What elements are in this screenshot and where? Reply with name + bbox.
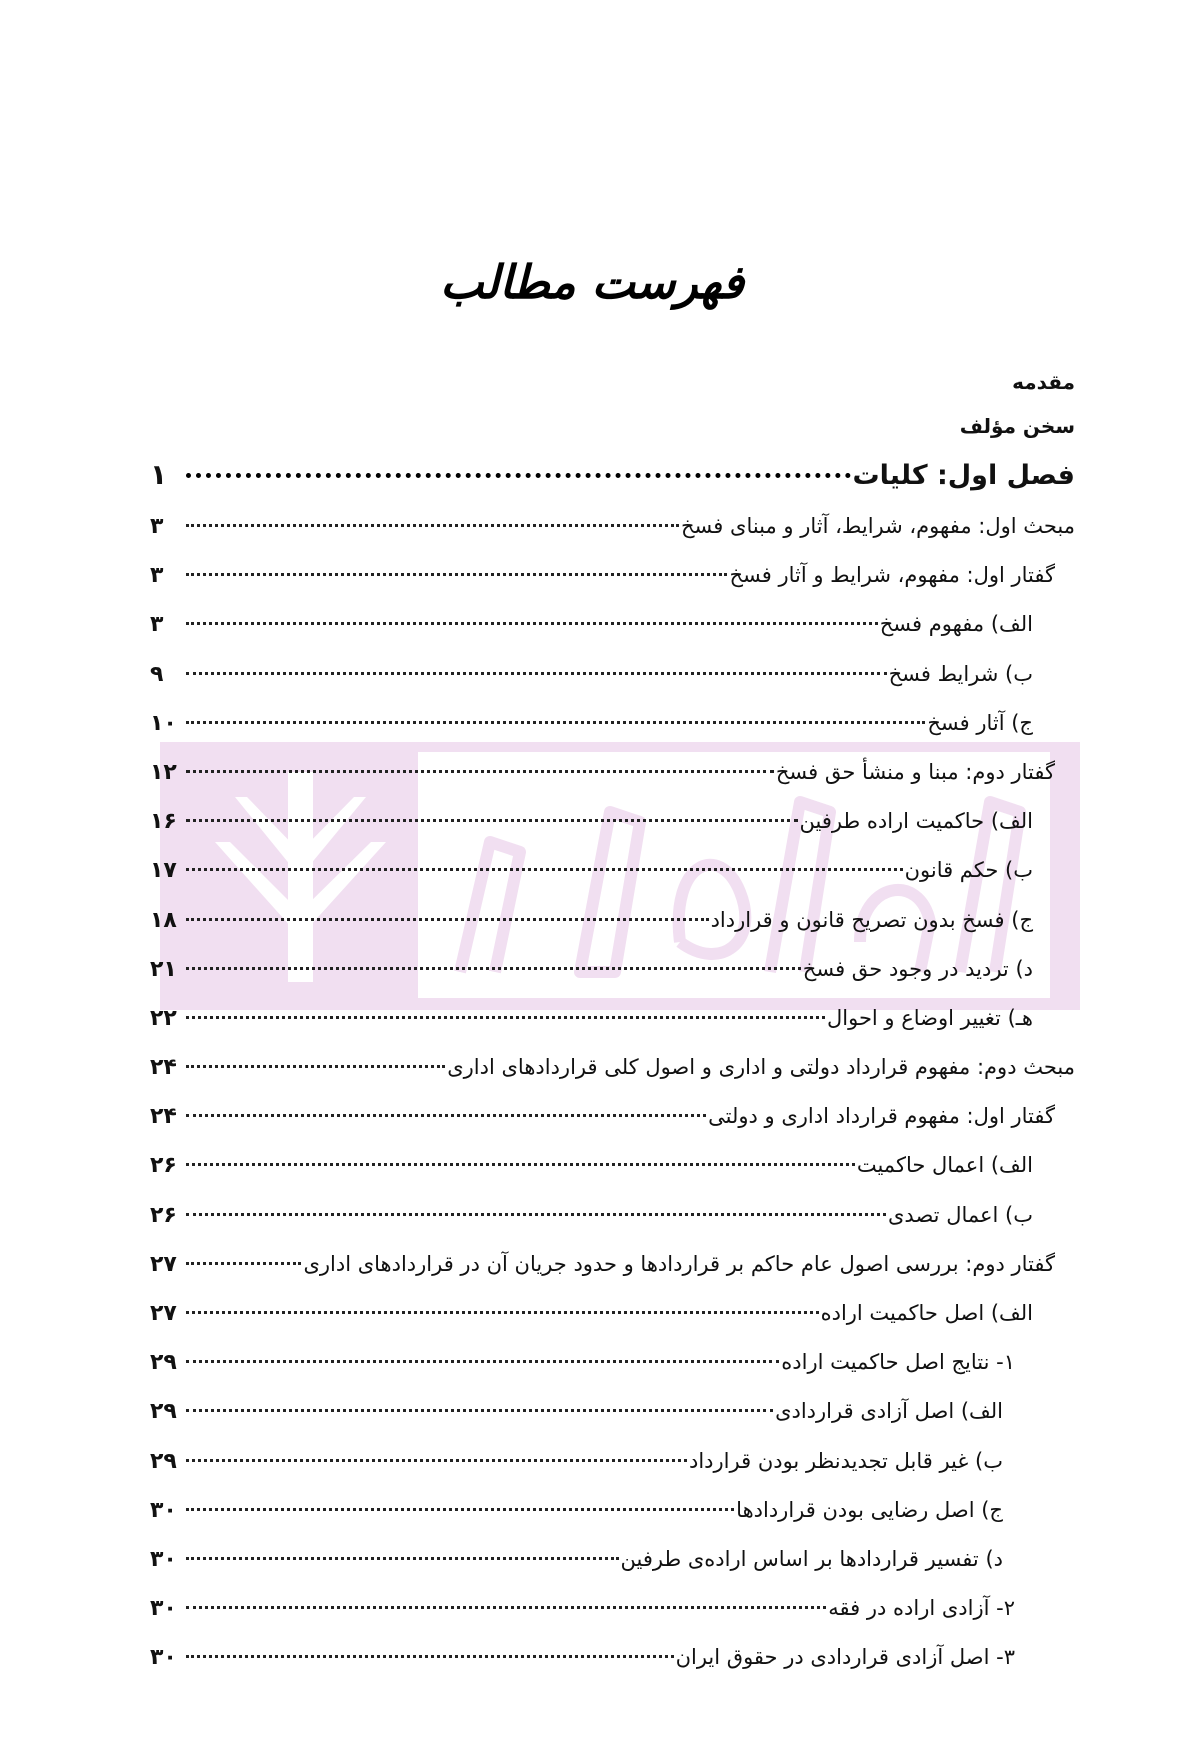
- dot-leader: [186, 996, 825, 1019]
- dot-leader: [186, 1488, 734, 1511]
- dot-leader: [186, 1389, 773, 1412]
- toc-entry-label: هـ) تغییر اوضاع و احوال: [827, 1005, 1033, 1030]
- toc-entry-page-number: ۱: [150, 458, 168, 491]
- toc-entry-label: گفتار اول: مفهوم قرارداد اداری و دولتی: [708, 1104, 1055, 1129]
- toc-entry[interactable]: [150, 896, 1075, 945]
- toc-entry-label: گفتار دوم: مبنا و منشأ حق فسخ: [775, 759, 1055, 784]
- dot-leader: [186, 1045, 445, 1068]
- dot-leader: [186, 1242, 301, 1265]
- toc-entry-page-number: ۲۷: [150, 1301, 177, 1326]
- dot-leader: [186, 1094, 706, 1117]
- toc-entry-label: ۲- آزادی اراده در فقه: [828, 1596, 1015, 1621]
- dot-leader: [186, 652, 887, 675]
- toc-entry-label: ۱- نتایج اصل حاکمیت اراده: [781, 1350, 1015, 1375]
- dot-leader: [186, 799, 798, 822]
- toc-entries: [150, 448, 1075, 1683]
- toc-entry[interactable]: [150, 600, 1075, 649]
- toc-entry-page-number: ۲۹: [150, 1399, 177, 1425]
- toc-entry-page-number: ۲۹: [150, 1448, 177, 1474]
- toc-entry-label: ۳- اصل آزادی قراردادی در حقوق ایران: [675, 1645, 1015, 1670]
- toc-front-matter-author-note[interactable]: سخن مؤلف: [959, 414, 1075, 438]
- toc-entry-page-number: ۲۱: [150, 956, 177, 982]
- toc-entry[interactable]: [150, 1043, 1075, 1092]
- toc-entry[interactable]: [150, 1141, 1075, 1190]
- toc-entry-page-number: ۲۷: [150, 1251, 177, 1277]
- toc-entry[interactable]: [150, 1240, 1075, 1289]
- toc-entry[interactable]: [150, 1486, 1075, 1535]
- dot-leader: [186, 553, 727, 576]
- toc-entry[interactable]: [150, 945, 1075, 994]
- toc-entry-page-number: ۲۶: [150, 1202, 177, 1228]
- dot-leader: [186, 1439, 687, 1462]
- toc-entry[interactable]: [150, 1191, 1075, 1240]
- toc-entry[interactable]: [150, 650, 1075, 699]
- toc-entry-label: د) تردید در وجود حق فسخ: [802, 956, 1033, 981]
- dot-leader: [186, 504, 679, 527]
- dot-leader: [186, 701, 925, 724]
- toc-entry[interactable]: [150, 1092, 1075, 1141]
- toc-entry-page-number: ۲۲: [150, 1005, 177, 1031]
- toc-entry-label: ب) شرایط فسخ: [888, 661, 1033, 686]
- toc-entry-page-number: ۳۰: [150, 1546, 177, 1572]
- dot-leader: [186, 1537, 619, 1560]
- toc-entry-label: مبحث دوم: مفهوم قرارداد دولتی و اداری و اصول کلی قراردادهای اداری: [447, 1055, 1075, 1080]
- toc-entry[interactable]: [150, 1289, 1075, 1338]
- toc-entry-label: گفتار اول: مفهوم، شرایط و آثار فسخ: [729, 563, 1055, 588]
- toc-entry-page-number: ۱۲: [150, 759, 177, 785]
- toc-entry-label: گفتار دوم: بررسی اصول عام حاکم بر قراردادها و حدود جریان آن در قراردادهای اداری: [303, 1251, 1055, 1276]
- toc-entry-label: مبحث اول: مفهوم، شرایط، آثار و مبنای فسخ: [681, 514, 1075, 538]
- toc-entry[interactable]: [150, 1584, 1075, 1633]
- dot-leader: [186, 1340, 779, 1363]
- toc-entry-page-number: ۹: [150, 661, 164, 687]
- toc-entry-page-number: ۲۶: [150, 1153, 177, 1179]
- toc-entry[interactable]: [150, 551, 1075, 600]
- table-of-contents: [150, 360, 1075, 1683]
- toc-entry-label: ب) غیر قابل تجدیدنظر بودن قرارداد: [689, 1448, 1003, 1473]
- toc-entry-label: ج) اصل رضایی بودن قراردادها: [736, 1497, 1003, 1522]
- page-title: فهرست مطالب: [440, 255, 744, 309]
- toc-entry[interactable]: [150, 699, 1075, 748]
- toc-entry-page-number: ۱۰: [150, 710, 177, 736]
- toc-entry-page-number: ۱۷: [150, 858, 177, 884]
- toc-entry[interactable]: [150, 994, 1075, 1043]
- toc-entry-label: الف) اصل حاکمیت اراده: [820, 1301, 1033, 1325]
- toc-entry-label: ج) فسخ بدون تصریح قانون و قرارداد: [710, 907, 1033, 932]
- dot-leader: [186, 898, 709, 921]
- dot-leader: [186, 750, 774, 773]
- toc-entry-label: ب) اعمال تصدی: [888, 1202, 1033, 1227]
- dot-leader: [186, 947, 801, 970]
- toc-entry-page-number: ۳: [150, 563, 164, 589]
- toc-entry[interactable]: [150, 797, 1075, 846]
- toc-entry-page-number: ۳۰: [150, 1596, 177, 1622]
- toc-entry[interactable]: [150, 502, 1075, 551]
- toc-entry-label: الف) حاکمیت اراده طرفین: [799, 809, 1033, 834]
- toc-entry-label: ب) حکم قانون: [904, 858, 1033, 883]
- dot-leader: [186, 1291, 819, 1314]
- toc-entry-page-number: ۳۰: [150, 1497, 177, 1523]
- dot-leader: [186, 1635, 674, 1658]
- toc-entry-page-number: ۲۹: [150, 1350, 177, 1376]
- toc-entry-page-number: ۲۴: [150, 1104, 177, 1130]
- toc-entry-label: فصل اول: کلیات: [852, 460, 1075, 491]
- toc-entry-label: الف) مفهوم فسخ: [879, 612, 1033, 637]
- toc-entry[interactable]: [150, 748, 1075, 797]
- toc-entry-label: الف) اعمال حاکمیت: [856, 1153, 1033, 1178]
- toc-entry[interactable]: [150, 1535, 1075, 1584]
- toc-entry-page-number: ۲۴: [150, 1055, 177, 1081]
- toc-entry-label: د) تفسیر قراردادها بر اساس اراده‌ی طرفین: [620, 1546, 1003, 1571]
- toc-entry[interactable]: [150, 1338, 1075, 1387]
- toc-entry[interactable]: [150, 1387, 1075, 1436]
- dot-leader: [186, 1143, 855, 1166]
- toc-front-matter-intro[interactable]: مقدمه: [1012, 370, 1075, 394]
- toc-entry-page-number: ۳: [150, 514, 164, 539]
- toc-entry-page-number: ۳: [150, 612, 164, 638]
- toc-entry[interactable]: [150, 1633, 1075, 1682]
- toc-entry[interactable]: [150, 846, 1075, 895]
- toc-entry[interactable]: [150, 1437, 1075, 1486]
- dot-leader: [186, 453, 851, 478]
- dot-leader: [186, 1586, 826, 1609]
- toc-entry-page-number: ۱۶: [150, 809, 177, 835]
- toc-entry-page-number: ۱۸: [150, 907, 177, 933]
- toc-entry-page-number: ۳۰: [150, 1645, 177, 1671]
- toc-entry-label: ج) آثار فسخ: [927, 710, 1033, 735]
- dot-leader: [186, 602, 878, 625]
- toc-entry-label: الف) اصل آزادی قراردادی: [775, 1399, 1003, 1424]
- dot-leader: [186, 848, 903, 871]
- dot-leader: [186, 1193, 886, 1216]
- toc-chapter-entry[interactable]: [150, 448, 1075, 502]
